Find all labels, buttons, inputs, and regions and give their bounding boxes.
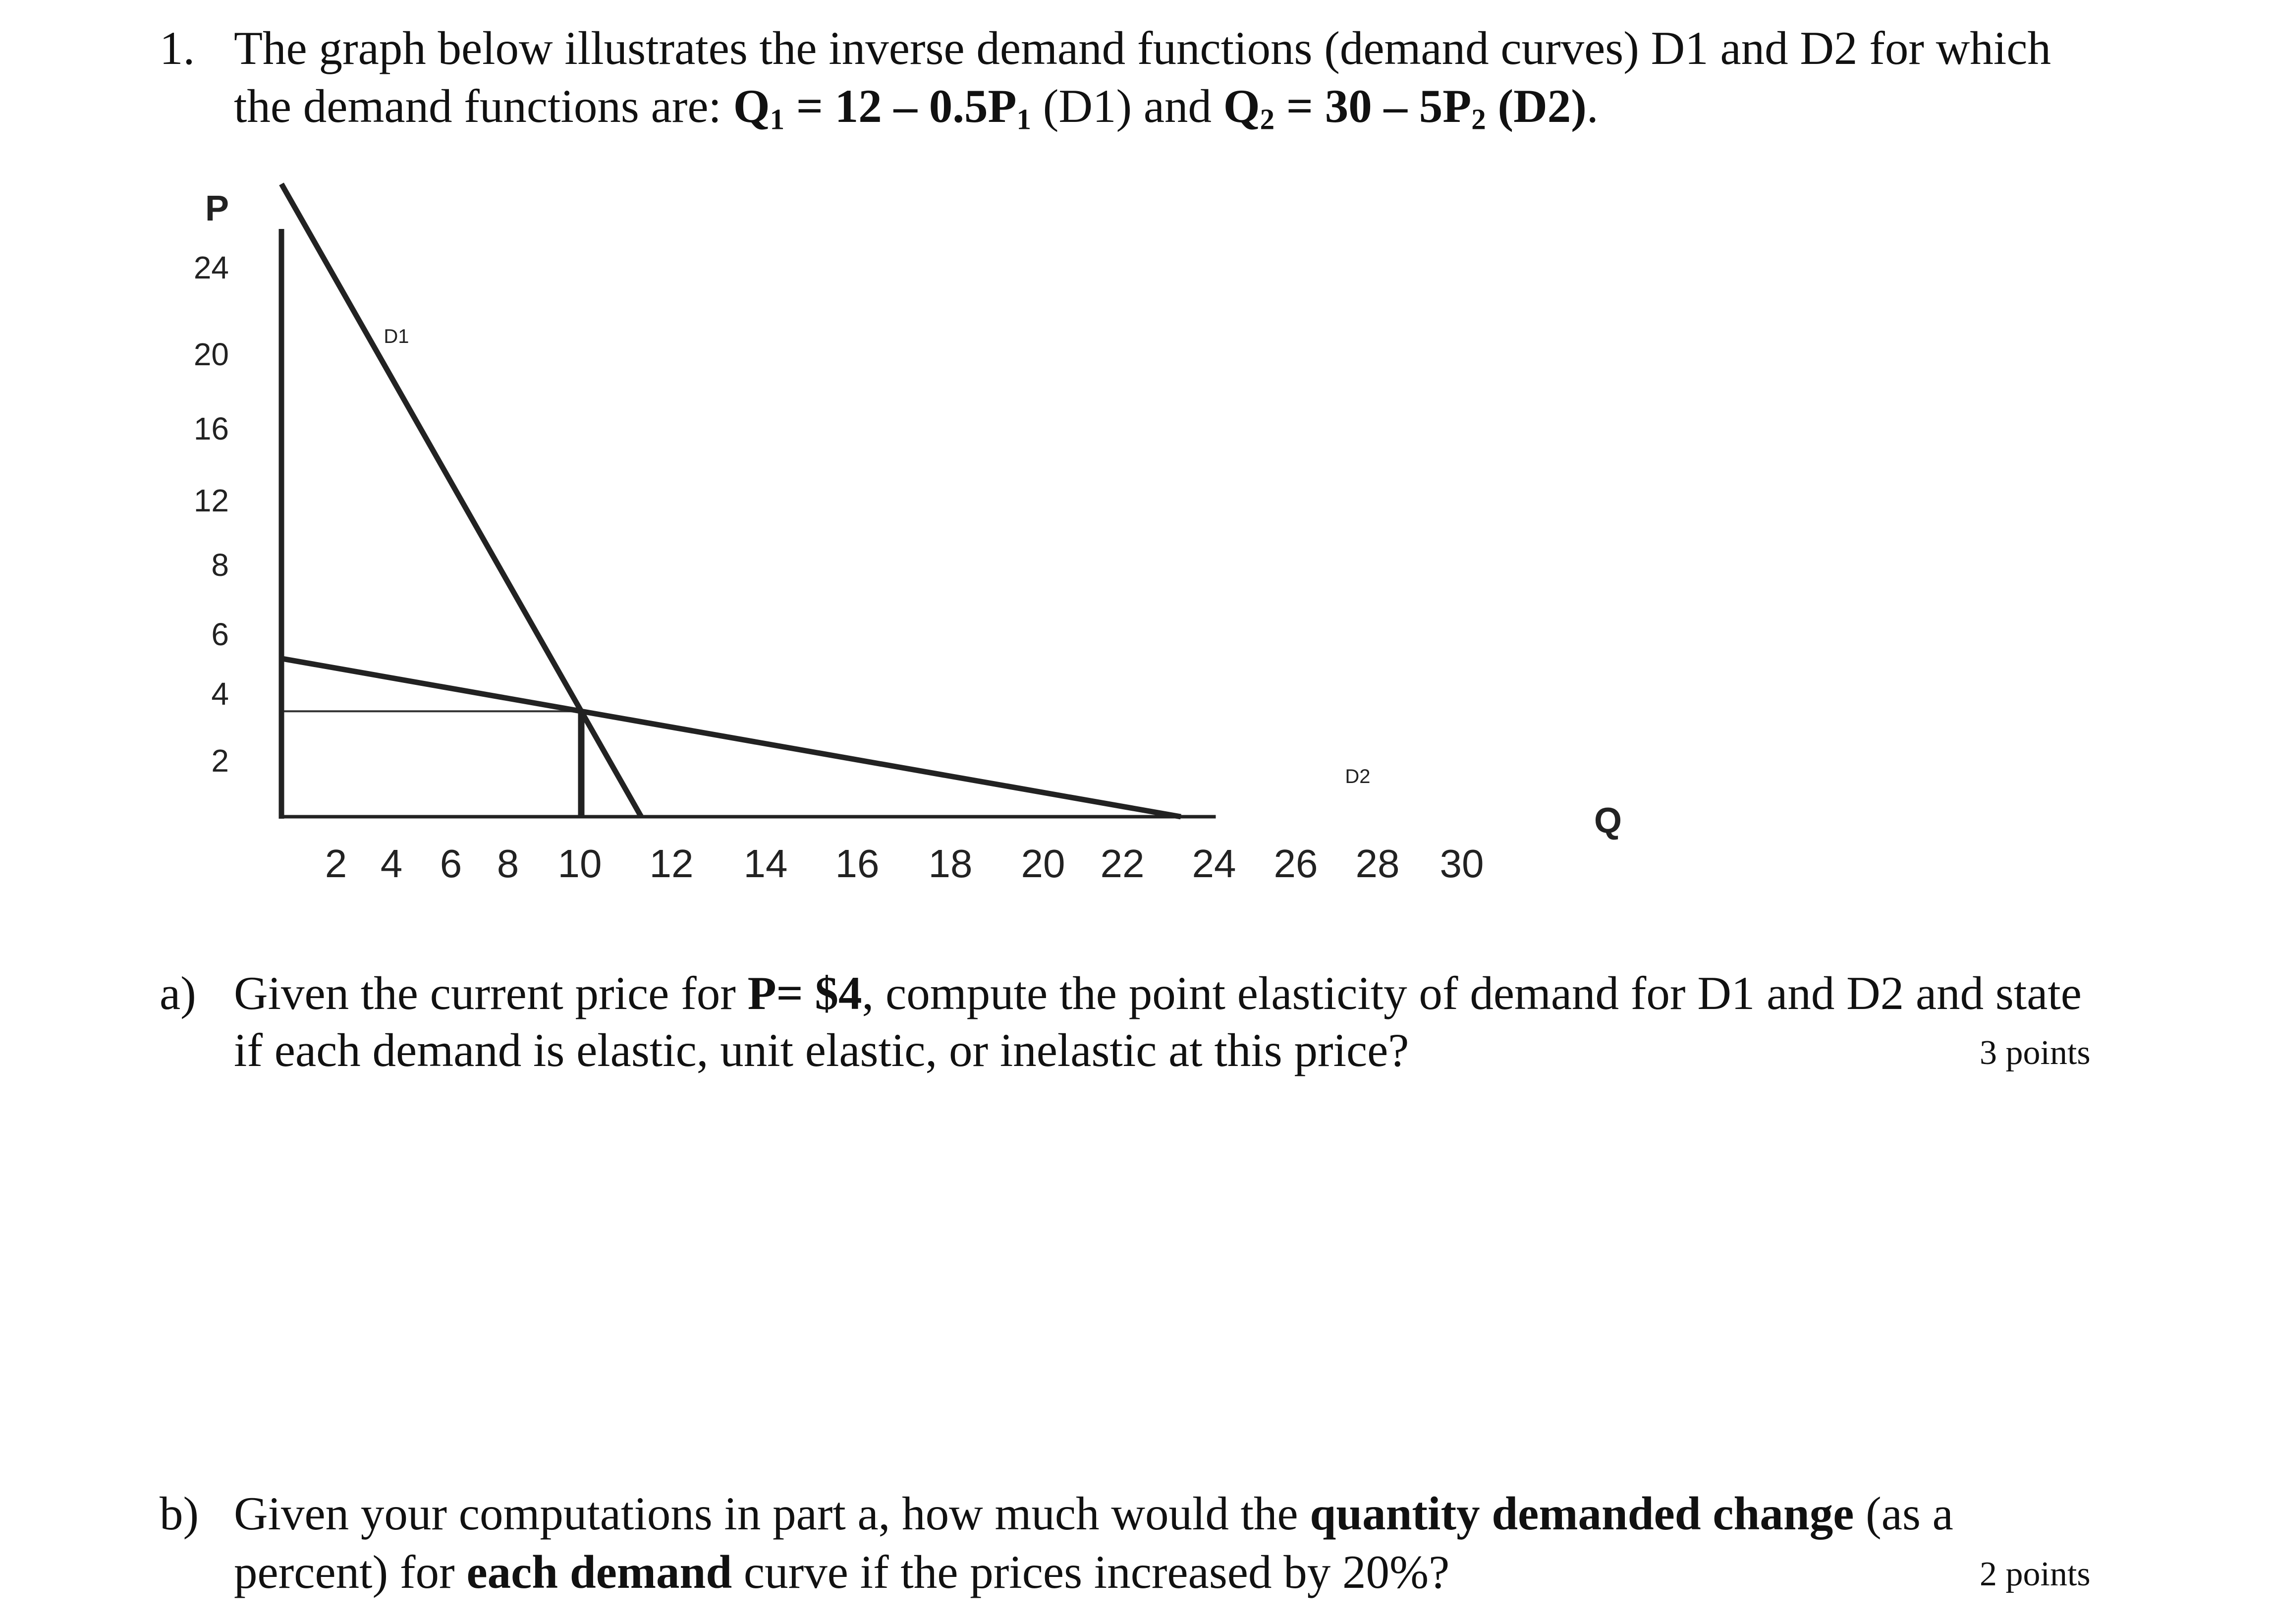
x-tick-label: 18 xyxy=(928,841,973,886)
part-b-letter: b) xyxy=(160,1487,199,1540)
x-tick-label: 30 xyxy=(1439,841,1484,886)
question-text-line1: The graph below illustrates the inverse demand functions (demand curves) D1 and D2 for which xyxy=(234,22,2051,74)
y-tick-label: 16 xyxy=(193,411,229,447)
x-tick-label: 12 xyxy=(649,841,694,886)
y-axis-ticks xyxy=(194,250,229,779)
d2-curve-label: D2 xyxy=(1345,766,1371,787)
demand-curves xyxy=(281,184,1181,817)
y-tick-label: 6 xyxy=(211,616,229,652)
x-tick-label: 14 xyxy=(743,841,788,886)
x-tick-label: 8 xyxy=(497,841,519,886)
axes xyxy=(279,229,1216,819)
y-axis-title: P xyxy=(205,189,229,228)
part-a-line2: if each demand is elastic, unit elastic, or inelastic at this price? xyxy=(234,1024,1409,1076)
y-tick-label: 2 xyxy=(211,743,229,779)
question-number: 1. xyxy=(160,22,195,74)
x-tick-label: 20 xyxy=(1021,841,1065,886)
y-tick-label: 8 xyxy=(211,547,229,583)
y-tick-label: 12 xyxy=(193,483,229,518)
part-a-letter: a) xyxy=(160,967,196,1019)
part-b-bold-quantity: quantity demanded change xyxy=(1310,1487,1854,1540)
x-tick-label: 26 xyxy=(1273,841,1318,886)
x-tick-label: 24 xyxy=(1192,841,1236,886)
d1-curve xyxy=(281,184,641,817)
part-b-line2: percent) for each demand curve if the prices increased by 20%? xyxy=(234,1546,1450,1598)
x-tick-label: 22 xyxy=(1100,841,1145,886)
question-text-line2: the demand functions are: $Q_1 = 12 - 0.5P_1$ (D1) and $Q_2 = 30 - 5P_2$ (D2). xyxy=(234,80,1599,136)
x-axis-ticks xyxy=(325,841,1484,886)
x-tick-label: 16 xyxy=(835,841,880,886)
question-prefix: the demand functions are: xyxy=(234,80,733,132)
x-tick-label: 4 xyxy=(380,841,403,886)
part-b-line1: Given your computations in part a, how much would the quantity demanded change (as a xyxy=(234,1487,1953,1540)
demand-function-1: $Q_1 = 12 - 0.5P_1$ xyxy=(733,80,1031,136)
part-b-bold-each: each demand xyxy=(466,1546,732,1598)
part-b-points: 2 points xyxy=(1980,1555,2091,1593)
x-tick-label: 28 xyxy=(1355,841,1400,886)
x-tick-label: 2 xyxy=(325,841,347,886)
y-tick-label: 4 xyxy=(211,676,229,712)
y-tick-label: 20 xyxy=(193,336,229,372)
demand-function-2: $Q_2 = 30 - 5P_2$ (D2) xyxy=(1223,80,1587,136)
d1-tag: (D1) xyxy=(1031,80,1132,132)
y-tick-label: 24 xyxy=(193,250,229,285)
part-a-line1: Given the current price for P= $4, compute the point elasticity of demand for D1 and D2 and state xyxy=(234,967,2082,1019)
x-tick-label: 6 xyxy=(440,841,462,886)
d2-curve xyxy=(281,659,1181,817)
x-axis-title: Q xyxy=(1594,801,1622,840)
d1-curve-label: D1 xyxy=(384,326,409,347)
guide-lines xyxy=(281,711,581,817)
part-a-points: 3 points xyxy=(1980,1034,2091,1072)
part-a-price: P= $4 xyxy=(747,967,862,1019)
x-tick-label: 10 xyxy=(557,841,602,886)
